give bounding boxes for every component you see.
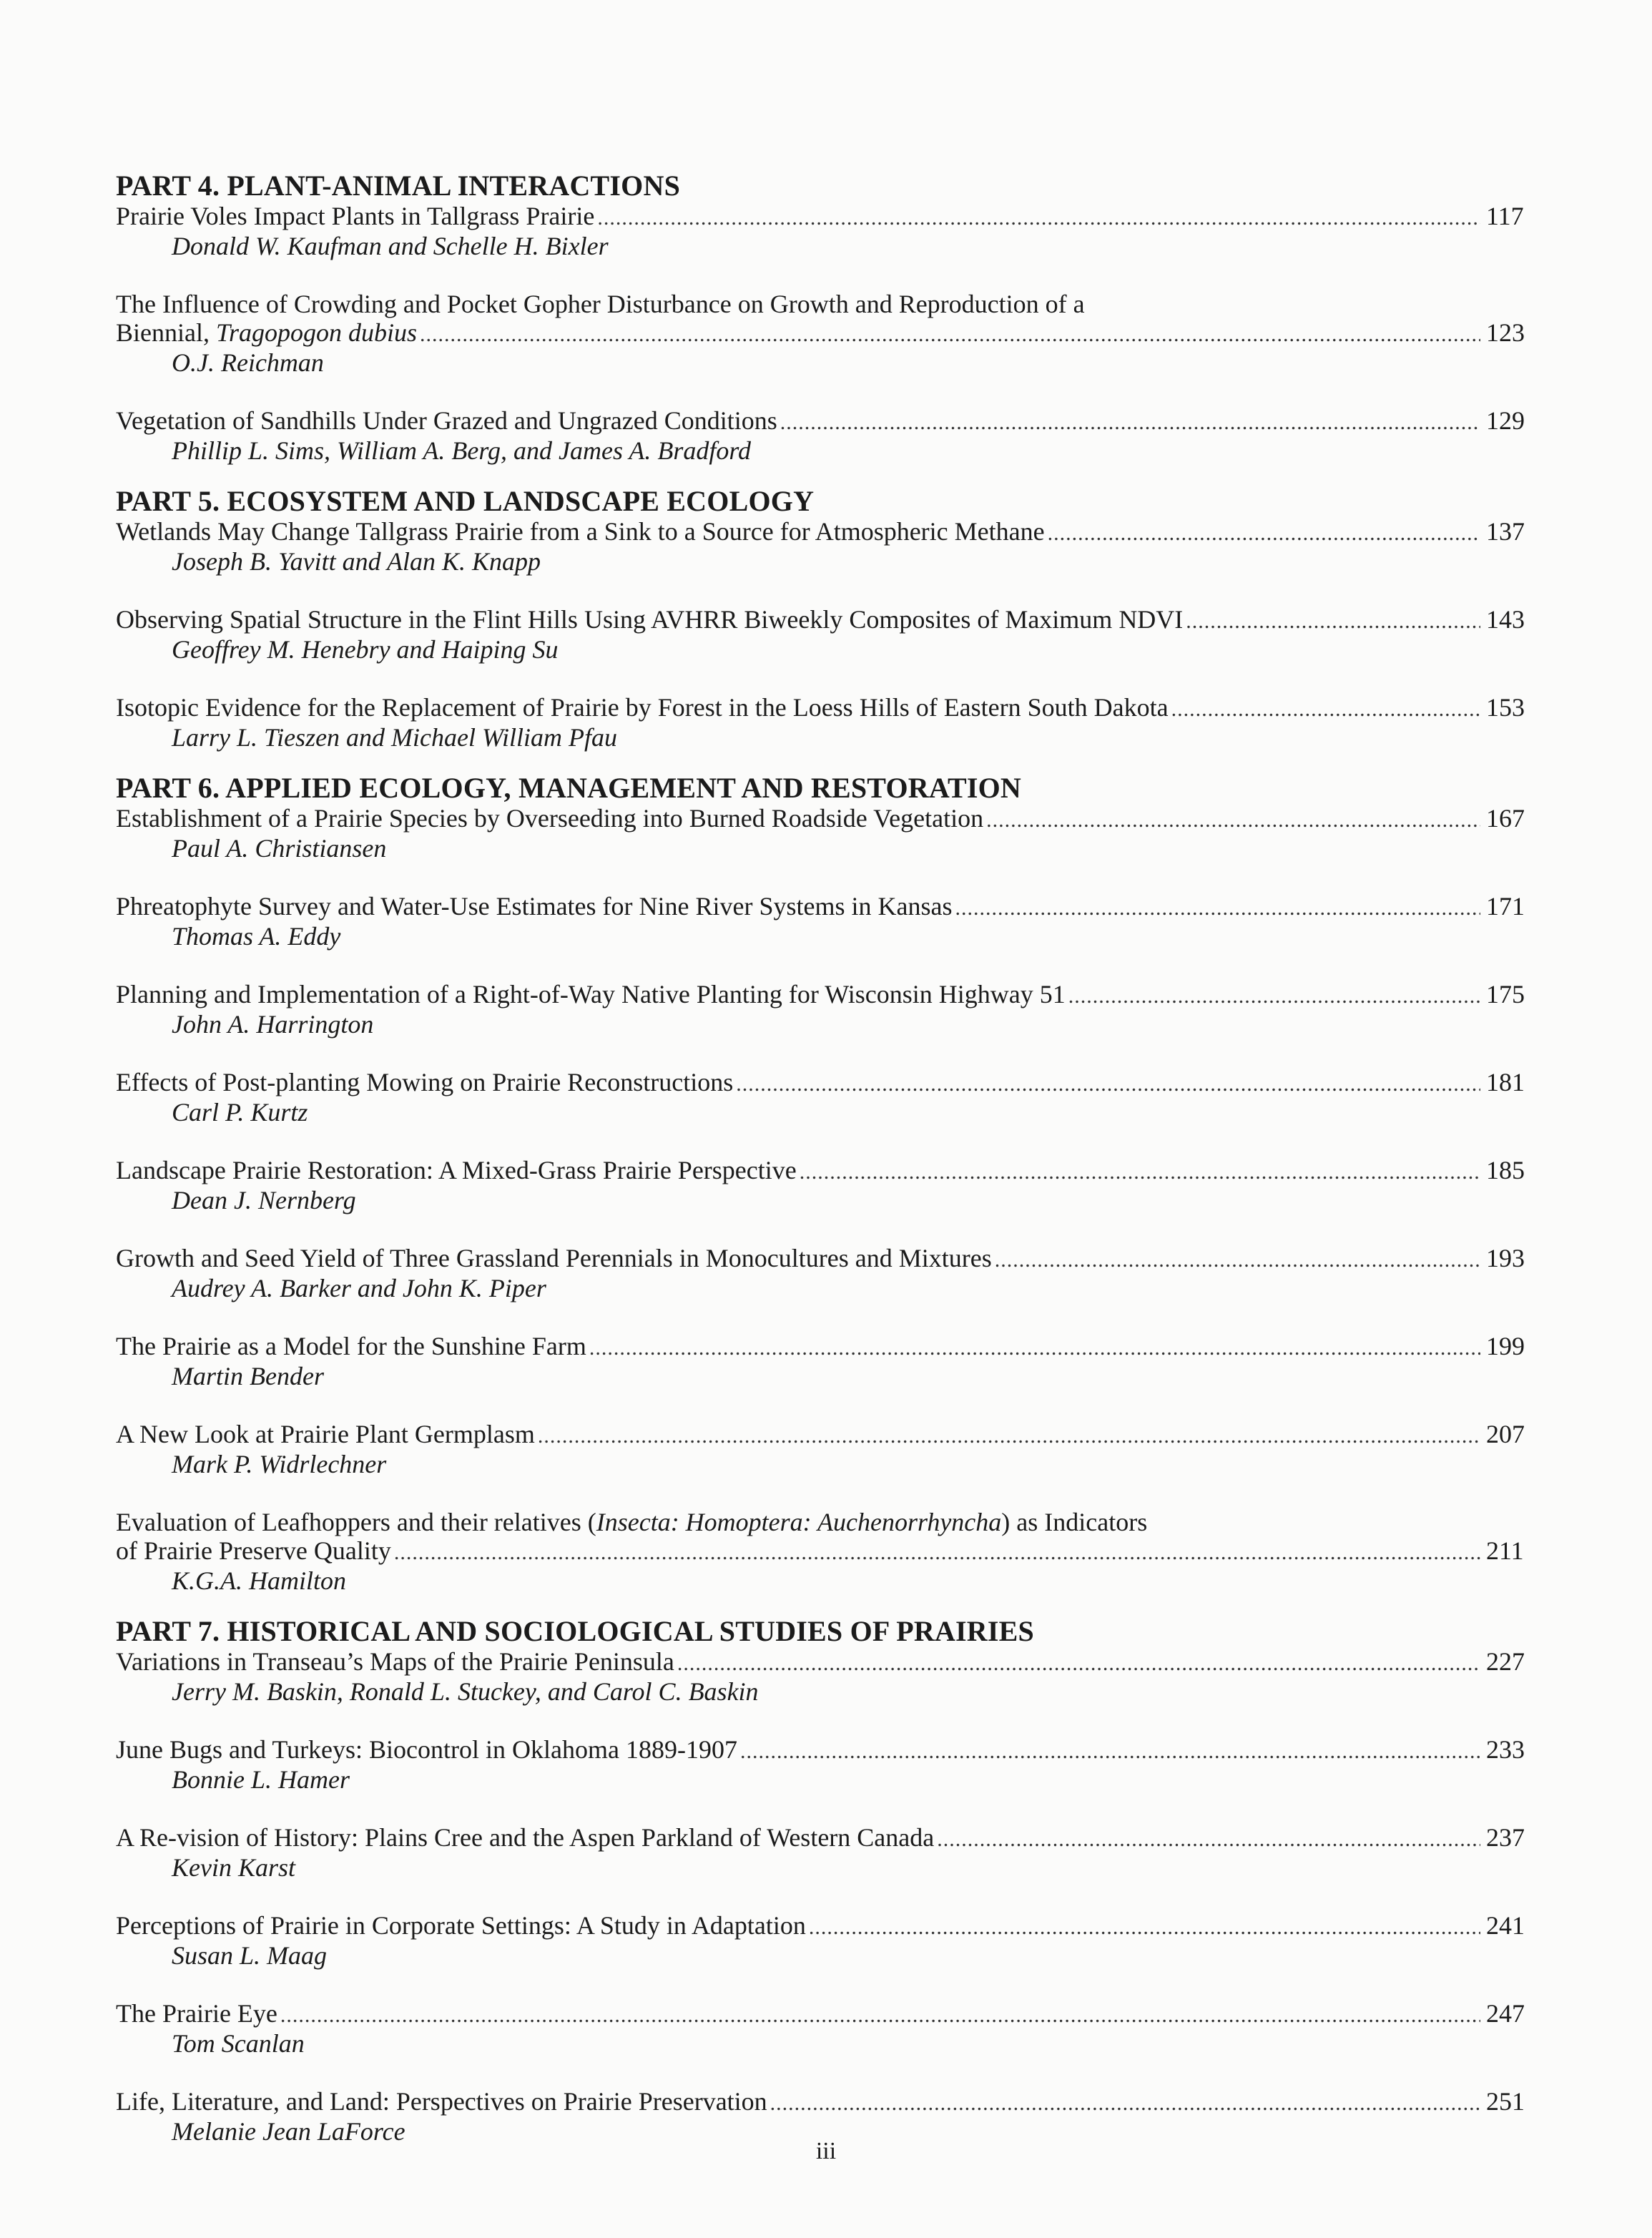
entry-authors: Audrey A. Barker and John K. Piper — [172, 1274, 546, 1302]
page-number: 137 — [1486, 517, 1525, 546]
entry-title: Vegetation of Sandhills Under Grazed and Ungrazed Conditions — [116, 406, 777, 435]
page-number: 171 — [1486, 892, 1525, 921]
entry-title: Phreatophyte Survey and Water-Use Estimates for Nine River Systems in Kansas — [116, 892, 953, 921]
toc-line — [116, 804, 1539, 835]
entry-authors: K.G.A. Hamilton — [172, 1566, 347, 1595]
toc-entry — [116, 605, 1539, 663]
toc-line — [116, 318, 1539, 349]
entry-authors: Martin Bender — [172, 1362, 324, 1390]
entry-title: Landscape Prairie Restoration: A Mixed-Grass Prairie Perspective — [116, 1156, 797, 1184]
entry-authors: Phillip L. Sims, William A. Berg, and James A. Bradford — [172, 436, 751, 465]
page-number: 117 — [1486, 202, 1524, 230]
entry-title: A Re-vision of History: Plains Cree and the Aspen Parkland of Western Canada — [116, 1823, 935, 1852]
dot-leader — [809, 1913, 1480, 1942]
toc-entry — [116, 1332, 1539, 1390]
entry-authors: Melanie Jean LaForce — [172, 2117, 405, 2146]
toc-entry — [116, 2087, 1539, 2145]
toc-line — [116, 605, 1539, 636]
toc-entry — [116, 290, 1539, 376]
toc-line — [116, 892, 1539, 923]
entry-authors: Dean J. Nernberg — [172, 1186, 356, 1214]
dot-leader — [780, 408, 1480, 437]
entry-authors: Bonnie L. Hamer — [172, 1765, 350, 1794]
toc-entry — [116, 1735, 1539, 1793]
dot-leader — [1186, 607, 1480, 636]
toc-line — [116, 517, 1539, 548]
entry-title: Variations in Transeau’s Maps of the Prairie Peninsula — [116, 1647, 674, 1676]
dot-leader — [986, 806, 1480, 835]
entry-authors: Joseph B. Yavitt and Alan K. Knapp — [172, 547, 541, 576]
page-folio: iii — [815, 2138, 837, 2164]
entry-title: Growth and Seed Yield of Three Grassland Perennials in Monocultures and Mixtures — [116, 1244, 992, 1272]
entry-title: The Prairie Eye — [116, 1999, 277, 2028]
toc-line — [116, 980, 1539, 1011]
toc-line — [116, 1068, 1539, 1099]
part-7-section — [116, 1616, 1539, 2145]
page-number: 211 — [1486, 1536, 1524, 1565]
entry-authors: John A. Harrington — [172, 1010, 374, 1039]
page-number: 241 — [1486, 1911, 1525, 1940]
entry-title: Effects of Post-planting Mowing on Prairie Reconstructions — [116, 1068, 734, 1096]
entry-title: of Prairie Preserve Quality — [116, 1536, 391, 1565]
part-heading: PART 5. ECOSYSTEM AND LANDSCAPE ECOLOGY — [116, 485, 815, 517]
toc-entry — [116, 1911, 1539, 1969]
page-number: 185 — [1486, 1156, 1525, 1184]
page-number: 153 — [1486, 693, 1525, 722]
toc-line — [116, 1647, 1539, 1678]
dot-leader — [1048, 519, 1480, 548]
entry-title-plain: ) as Indicators — [1001, 1508, 1148, 1536]
toc-entry — [116, 406, 1539, 464]
entry-authors: Donald W. Kaufman and Schelle H. Bixler — [172, 232, 609, 260]
entry-title: Wetlands May Change Tallgrass Prairie from a Sink to a Source for Atmospheric Methane — [116, 517, 1045, 546]
dot-leader — [995, 1246, 1480, 1275]
table-of-contents — [116, 170, 1539, 2166]
toc-entry — [116, 980, 1539, 1038]
dot-leader — [589, 1334, 1480, 1363]
toc-entry — [116, 1823, 1539, 1881]
toc-entry — [116, 804, 1539, 862]
entry-authors: Larry L. Tieszen and Michael William Pfau — [172, 723, 618, 752]
toc-line — [116, 693, 1539, 724]
toc-entry — [116, 1508, 1539, 1594]
entry-title: Planning and Implementation of a Right-of-Way Native Planting for Wisconsin Highway 51 — [116, 980, 1066, 1008]
toc-line — [116, 1420, 1539, 1451]
page-number: 199 — [1486, 1332, 1525, 1360]
entry-title: June Bugs and Turkeys: Biocontrol in Oklahoma 1889-1907 — [116, 1735, 737, 1764]
toc-entry — [116, 1647, 1539, 1705]
dot-leader — [1068, 982, 1480, 1011]
toc-line — [116, 1244, 1539, 1275]
part-heading: PART 7. HISTORICAL AND SOCIOLOGICAL STUDIES OF PRAIRIES — [116, 1615, 1034, 1647]
page-number: 123 — [1486, 318, 1525, 347]
page-number: 181 — [1486, 1068, 1525, 1096]
dot-leader — [394, 1538, 1480, 1567]
page-number: 129 — [1486, 406, 1525, 435]
dot-leader — [280, 2001, 1480, 2030]
dot-leader — [1171, 695, 1480, 724]
page-number: 167 — [1486, 804, 1525, 833]
entry-authors: Susan L. Maag — [172, 1941, 328, 1970]
toc-entry — [116, 1999, 1539, 2057]
toc-line — [116, 1536, 1539, 1567]
dot-leader — [770, 2089, 1480, 2118]
dot-leader — [955, 894, 1480, 923]
dot-leader — [538, 1422, 1480, 1451]
species-name: Tragopogon dubius — [215, 318, 418, 347]
entry-title: Establishment of a Prairie Species by Overseeding into Burned Roadside Vegetation — [116, 804, 984, 833]
entry-authors: Tom Scanlan — [172, 2029, 305, 2058]
part-heading: PART 4. PLANT-ANIMAL INTERACTIONS — [116, 170, 681, 202]
toc-entry — [116, 517, 1539, 575]
toc-entry — [116, 1244, 1539, 1302]
entry-title: Life, Literature, and Land: Perspectives on Prairie Preservation — [116, 2087, 767, 2116]
page-number: 233 — [1486, 1735, 1525, 1764]
page-number: 251 — [1486, 2087, 1525, 2116]
toc-line — [116, 1156, 1539, 1187]
entry-authors: Jerry M. Baskin, Ronald L. Stuckey, and Carol C. Baskin — [172, 1677, 759, 1706]
page-number: 247 — [1486, 1999, 1525, 2028]
toc-entry — [116, 693, 1539, 751]
entry-title — [116, 318, 417, 347]
toc-line — [116, 1823, 1539, 1854]
part-heading: PART 6. APPLIED ECOLOGY, MANAGEMENT AND RESTORATION — [116, 772, 1022, 804]
toc-entry — [116, 1156, 1539, 1214]
entry-authors: Carl P. Kurtz — [172, 1098, 308, 1127]
page-number: 175 — [1486, 980, 1525, 1008]
entry-authors: Mark P. Widrlechner — [172, 1450, 387, 1478]
dot-leader — [800, 1158, 1480, 1187]
entry-title-plain: Biennial, — [116, 318, 216, 347]
dot-leader — [677, 1649, 1480, 1678]
toc-line — [116, 1332, 1539, 1363]
toc-entry — [116, 892, 1539, 950]
dot-leader — [420, 320, 1480, 349]
toc-entry — [116, 1068, 1539, 1126]
entry-title-line1: The Influence of Crowding and Pocket Gopher Disturbance on Growth and Reproduction of a — [116, 290, 1085, 318]
entry-authors: Geoffrey M. Henebry and Haiping Su — [172, 635, 559, 664]
page-number: 227 — [1486, 1647, 1525, 1676]
dot-leader — [736, 1070, 1480, 1099]
toc-line — [116, 1911, 1539, 1942]
page-number: 193 — [1486, 1244, 1525, 1272]
part-5-section — [116, 486, 1539, 751]
toc-line — [116, 1999, 1539, 2030]
entry-title: Perceptions of Prairie in Corporate Settings: A Study in Adaptation — [116, 1911, 806, 1940]
toc-line — [116, 2087, 1539, 2118]
entry-title: Isotopic Evidence for the Replacement of Prairie by Forest in the Loess Hills of Eastern South Dakota — [116, 693, 1169, 722]
page-number: 237 — [1486, 1823, 1525, 1852]
toc-entry — [116, 1420, 1539, 1478]
dot-leader — [740, 1737, 1480, 1766]
page-number: 207 — [1486, 1420, 1525, 1448]
entry-title-line1 — [116, 1508, 1539, 1536]
entry-title: Observing Spatial Structure in the Flint Hills Using AVHRR Biweekly Composites of Maximum NDVI — [116, 605, 1184, 634]
dot-leader — [937, 1825, 1480, 1854]
entry-authors: Paul A. Christiansen — [172, 834, 387, 863]
entry-title-plain: Evaluation of Leafhoppers and their relatives ( — [116, 1508, 596, 1536]
dot-leader — [597, 204, 1480, 232]
entry-authors: O.J. Reichman — [172, 348, 324, 377]
entry-title: The Prairie as a Model for the Sunshine Farm — [116, 1332, 586, 1360]
entry-authors: Kevin Karst — [172, 1853, 296, 1882]
entry-authors: Thomas A. Eddy — [172, 922, 341, 951]
toc-line — [116, 1735, 1539, 1766]
toc-entry — [116, 202, 1539, 260]
part-6-section — [116, 772, 1539, 1594]
toc-line — [116, 406, 1539, 437]
page-number: 143 — [1486, 605, 1525, 634]
toc-line — [116, 202, 1539, 232]
taxon-name: Insecta: Homoptera: Auchenorrhyncha — [596, 1508, 1002, 1536]
entry-title: Prairie Voles Impact Plants in Tallgrass Prairie — [116, 202, 595, 230]
entry-title: A New Look at Prairie Plant Germplasm — [116, 1420, 535, 1448]
part-4-section — [116, 170, 1539, 464]
